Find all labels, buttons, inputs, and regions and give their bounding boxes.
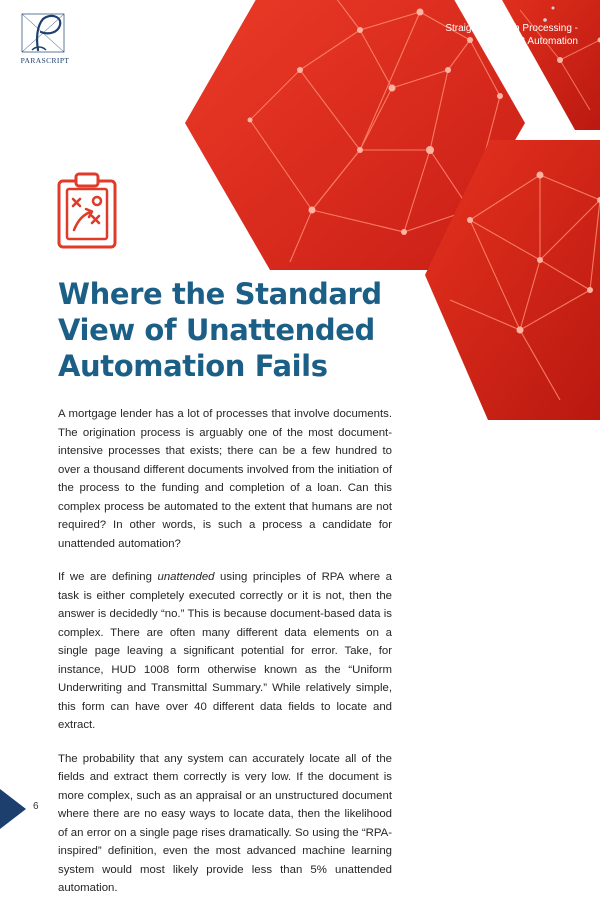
- body-text: [58, 405, 392, 913]
- parascript-p-logo-icon: [10, 10, 80, 56]
- paragraph-3: The probability that any system can accurately locate all of the fields and extract them correctly is very low. If the document is more complex, such as an appraisal or an unstructured document where there are no easy ways to locate data, then the likelihood of an error on a single page rises dramatically. So using the “RPA-inspired” definition, even the most advanced machine learning system would most likely provide less than 5% unattended automation.: [58, 750, 392, 898]
- clipboard-strategy-icon: [56, 172, 118, 250]
- section-label-line1: Straight Through Processing -: [378, 22, 578, 35]
- section-label: [378, 22, 578, 48]
- title-line-1: Where the Standard: [58, 276, 398, 312]
- title-line-2: View of Unattended: [58, 312, 398, 348]
- page-number: 6: [33, 801, 39, 812]
- page-title: [58, 276, 398, 384]
- page-corner-triangle: [0, 789, 26, 829]
- paragraph-2-emphasis: unattended: [157, 571, 214, 583]
- section-label-line2: Document Automation: [378, 35, 578, 48]
- paragraph-2-rest: using principles of RPA where a task is either completely executed correctly or it is not, then the answer is decidedly “no.” This is because document-based data is complex. There are often many different data elements on a single page leaving a significant potential for error. Take, for instance, HUD 1008 form otherwise known as the “Uniform Underwriting and Transmittal Summary.” While relatively simple, this form can have over 40 different data fields to locate and extract.: [58, 571, 392, 731]
- paragraph-1: A mortgage lender has a lot of processes that involve documents. The origination process is arguably one of the most document-intensive processes that exists; there can be a few hundred to over a thousand different documents involved from the initiation of the process to the funding and completion of a loan. Can this complex process be automated to the extent that humans are not required? In other words, is such a process a candidate for unattended automation?: [58, 405, 392, 553]
- paragraph-2: [58, 568, 392, 735]
- company-logo: [10, 10, 80, 68]
- logo-text: PARASCRIPT: [10, 56, 80, 65]
- paragraph-2-start: If we are defining: [58, 571, 157, 583]
- title-line-3: Automation Fails: [58, 348, 398, 384]
